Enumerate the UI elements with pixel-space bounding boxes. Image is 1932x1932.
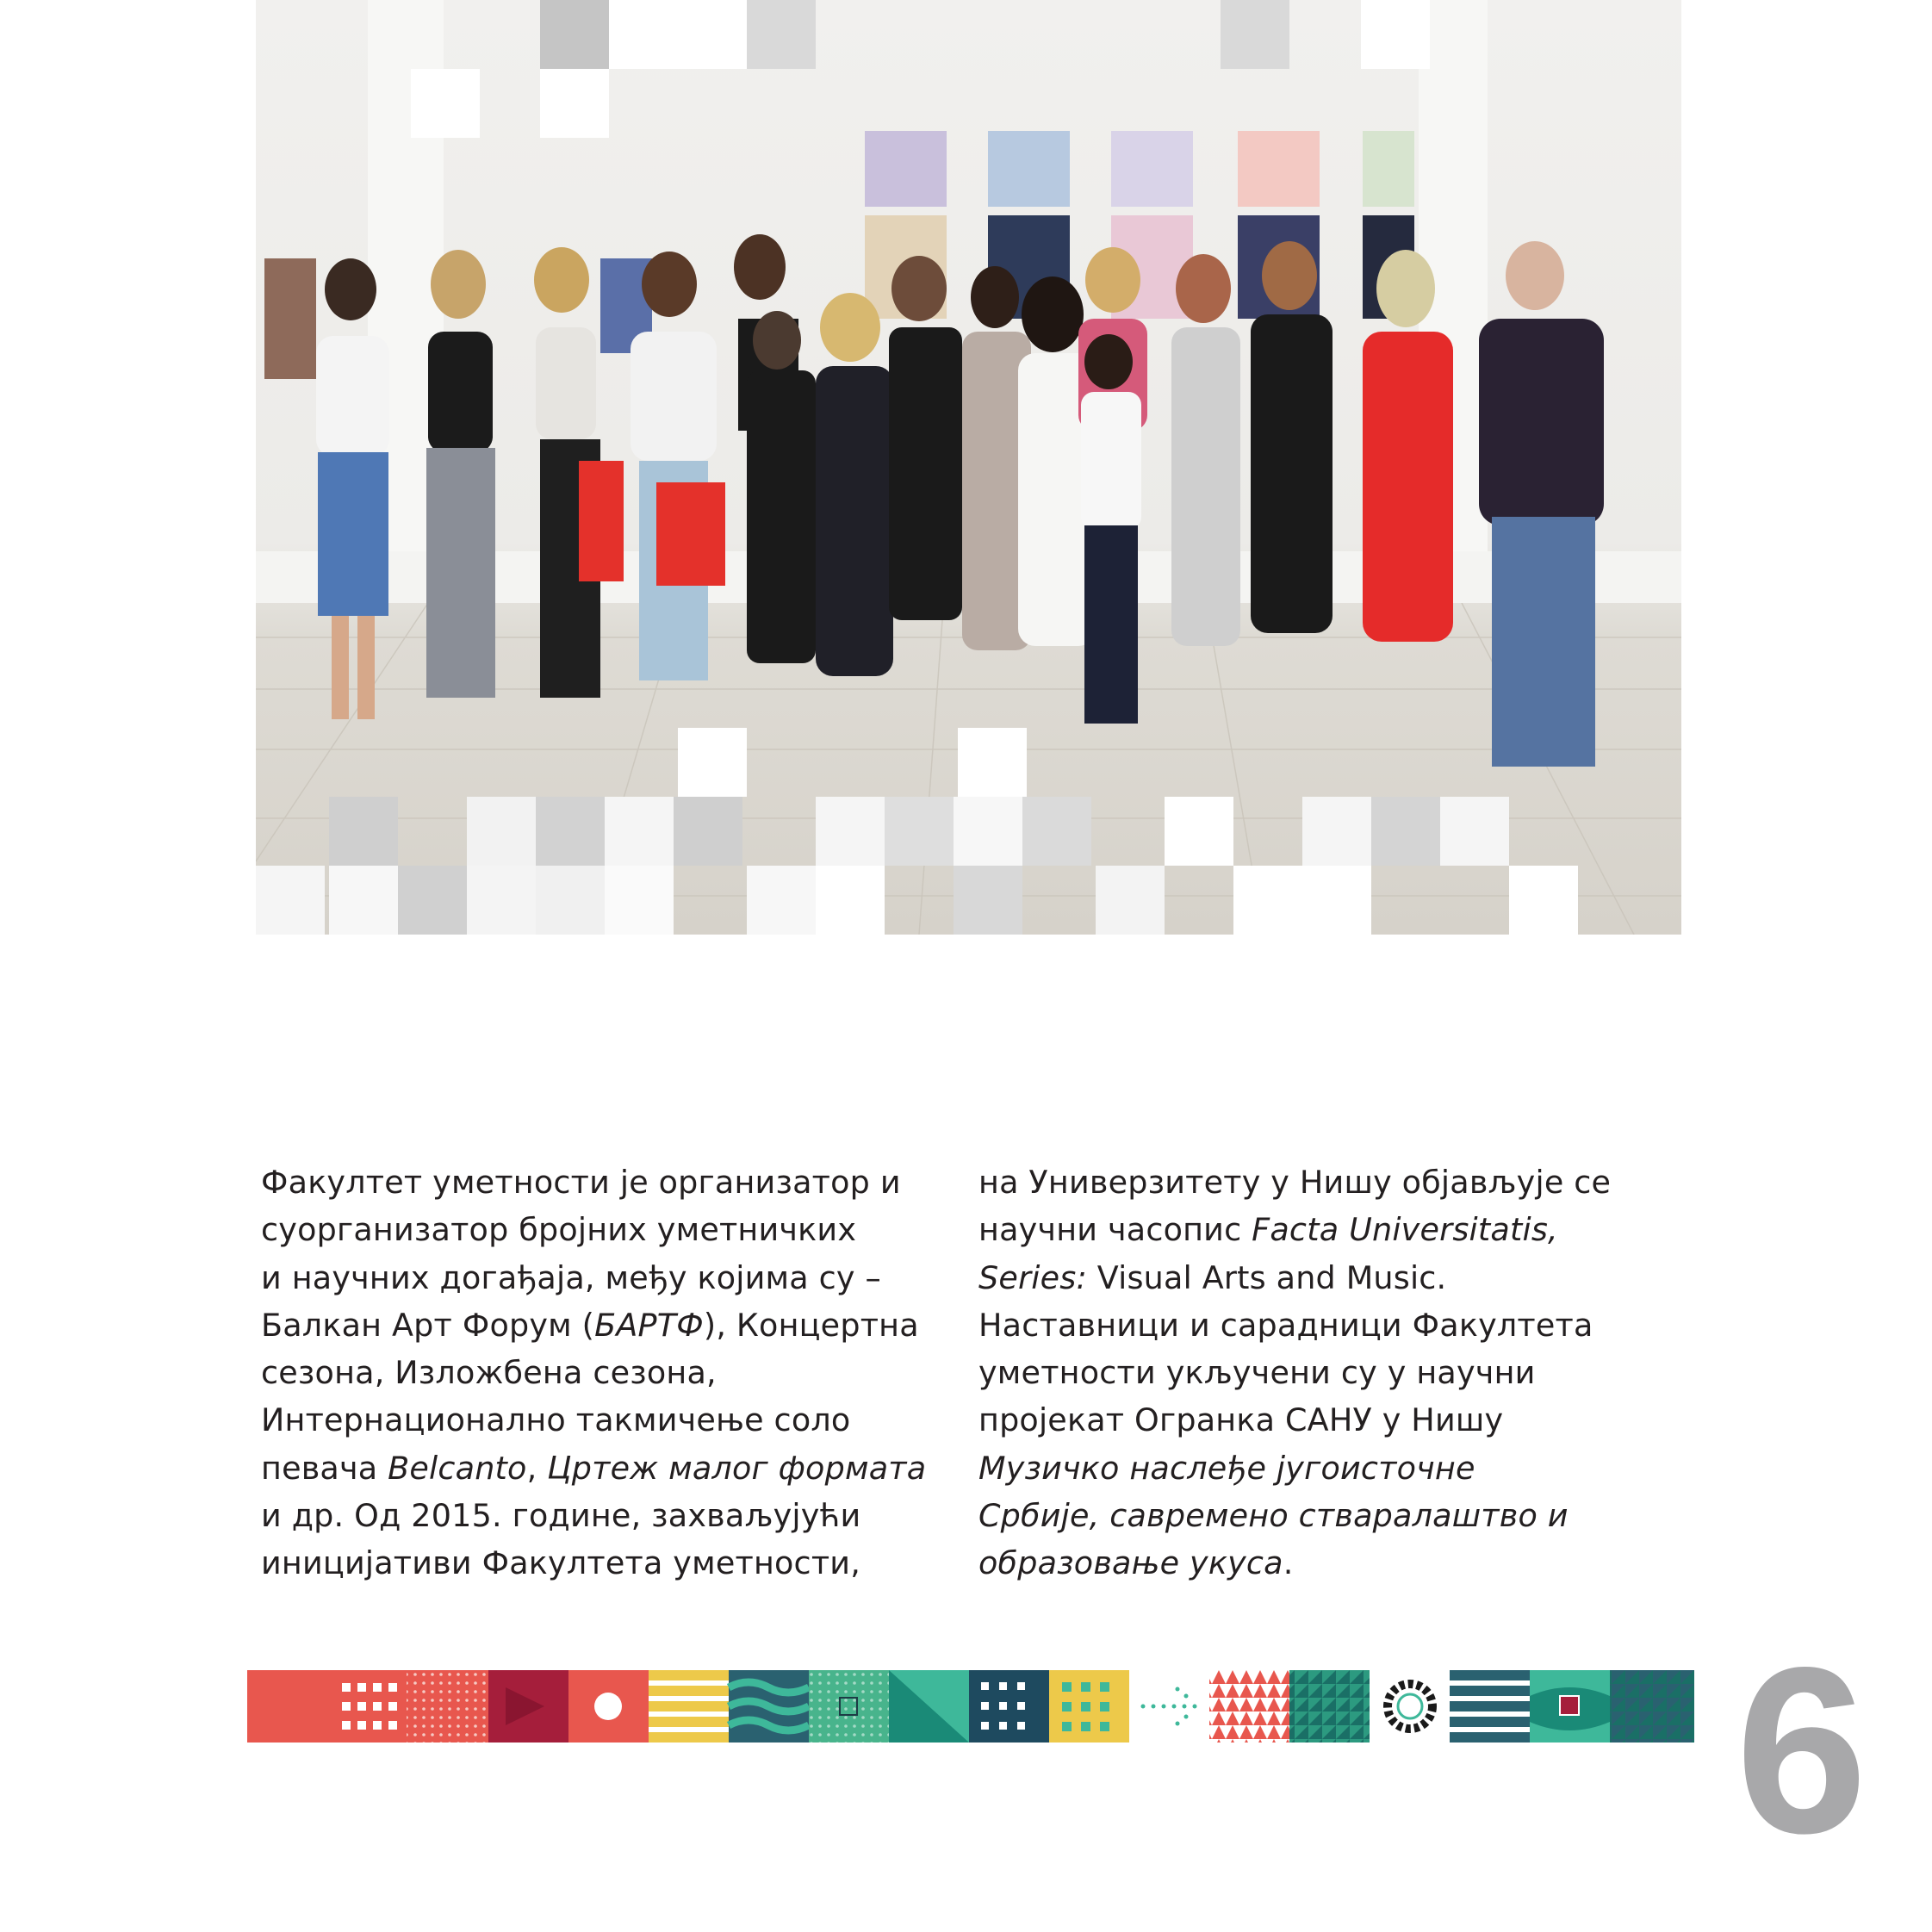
text-run: Факултет уметности је организатор и	[261, 1164, 901, 1201]
text-line	[978, 1396, 1633, 1444]
italic-text: Музичко наслеђе југоисточне	[978, 1449, 1475, 1487]
text-line	[978, 1254, 1633, 1301]
text-line	[978, 1206, 1633, 1253]
text-run: Балкан Арт Форум (	[261, 1306, 595, 1344]
text-line	[261, 1444, 927, 1492]
text-line	[978, 1444, 1633, 1492]
text-line	[978, 1492, 1633, 1539]
text-run: ,	[526, 1449, 548, 1487]
text-line	[261, 1349, 916, 1396]
text-line	[261, 1396, 916, 1444]
text-run: .	[1283, 1544, 1294, 1582]
text-run: певача	[261, 1449, 388, 1487]
text-line	[978, 1159, 1633, 1206]
text-line	[261, 1254, 916, 1301]
text-run: и научних догађаја, међу којима су –	[261, 1258, 881, 1296]
italic-text: Belcanto	[388, 1449, 527, 1487]
text-run: на Универзитету у Нишу објављује се	[978, 1164, 1612, 1201]
text-run: научни часопис	[978, 1211, 1252, 1249]
text-column-right	[978, 1159, 1633, 1587]
text-line	[261, 1206, 916, 1253]
text-run: иницијативи Факултета уметности,	[261, 1544, 861, 1582]
gallery-photo	[256, 0, 1681, 935]
text-column-left	[261, 1159, 927, 1587]
text-line	[261, 1492, 916, 1539]
text-line	[261, 1301, 919, 1349]
italic-text: образовање укуса	[978, 1544, 1283, 1582]
text-line	[978, 1301, 1633, 1349]
text-run: ), Концертна	[703, 1306, 919, 1344]
text-run: сезона, Изложбена сезона,	[261, 1354, 717, 1392]
text-run: Visual Arts and Music.	[1086, 1258, 1447, 1296]
text-run: Наставници и сарадници Факултета	[978, 1306, 1593, 1344]
text-run: пројекат Огранка САНУ у Нишу	[978, 1401, 1504, 1439]
text-run: и др. Од 2015. године, захваљујући	[261, 1497, 861, 1535]
italic-text: Series:	[978, 1258, 1087, 1296]
text-run: суорганизатор бројних уметничких	[261, 1211, 857, 1249]
decorative-pattern-strip	[247, 1670, 1694, 1743]
italic-text: Цртеж малог формата	[547, 1449, 927, 1487]
italic-text: БАРТФ	[594, 1306, 704, 1344]
italic-text: Facta Universitatis,	[1252, 1211, 1558, 1249]
text-line	[978, 1349, 1633, 1396]
text-line	[978, 1539, 1633, 1587]
text-run: Интернационално такмичење соло	[261, 1401, 851, 1439]
page-number: 6	[1736, 1618, 1864, 1883]
italic-text: Србије, савремено стваралаштво и	[978, 1497, 1569, 1535]
text-line	[261, 1159, 916, 1206]
text-run: уметности укључени су у научни	[978, 1354, 1536, 1392]
text-line	[261, 1539, 916, 1587]
